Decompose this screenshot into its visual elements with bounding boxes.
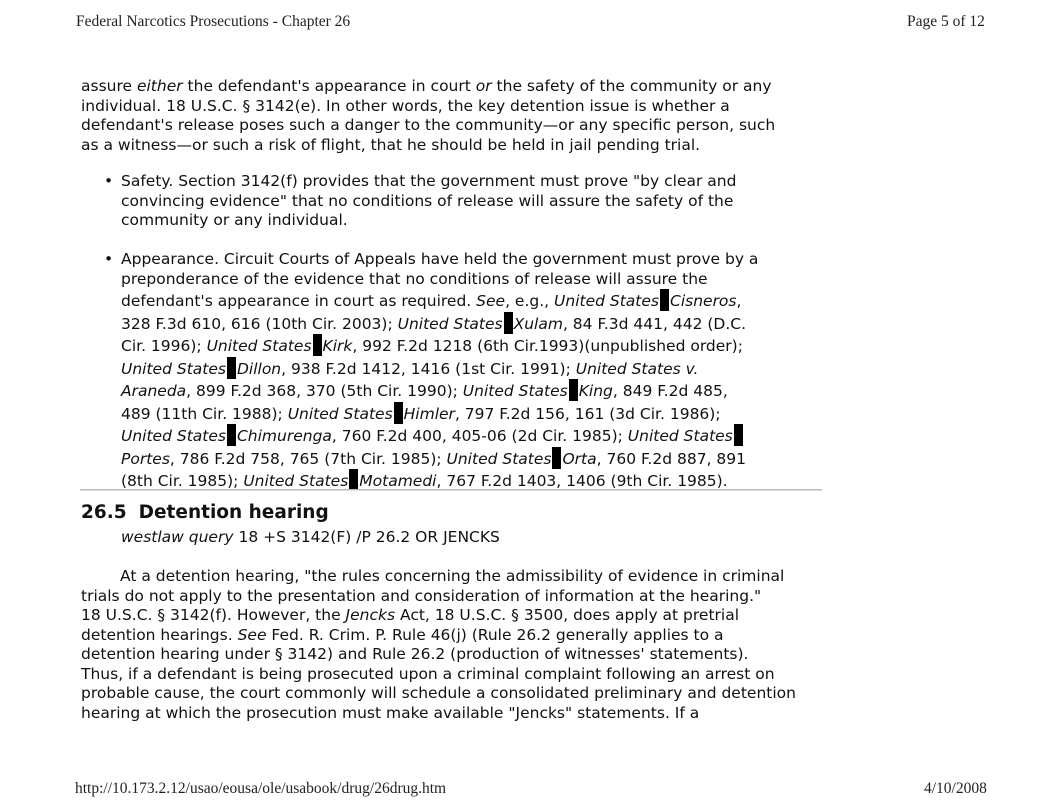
safety-line: community or any individual. bbox=[121, 211, 348, 229]
intro-line: defendant's release poses such a danger to the community—or any specific person, such bbox=[81, 116, 776, 134]
paragraph-text: Fed. R. Crim. P. Rule 46(j) (Rule 26.2 generally applies to a bbox=[266, 625, 724, 644]
query-label: westlaw query bbox=[121, 528, 234, 546]
redaction-mark bbox=[349, 469, 358, 491]
punct: , bbox=[544, 292, 555, 310]
section-heading bbox=[81, 502, 329, 523]
section-divider bbox=[80, 489, 822, 491]
citation-text: , 938 F.2d 1412, 1416 (1st Cir. 1991); bbox=[281, 359, 576, 378]
redaction-mark bbox=[734, 424, 743, 446]
case-name-motamedi: Motamedi bbox=[359, 472, 437, 490]
redaction-mark bbox=[394, 402, 403, 424]
case-name-portes: Portes bbox=[121, 449, 170, 468]
citation-text: , 760 F.2d 887, 891 bbox=[596, 449, 747, 468]
case-party: United States bbox=[121, 427, 226, 445]
case-party: United States bbox=[462, 382, 568, 400]
citation-text: , 84 F.3d 441, 442 (D.C. bbox=[562, 314, 747, 333]
detention-hearing-paragraph bbox=[81, 567, 796, 723]
case-party: United States bbox=[627, 427, 733, 445]
case-party: United States bbox=[243, 472, 349, 490]
case-name-xulam: Xulam bbox=[513, 314, 563, 333]
safety-line: convincing evidence" that no conditions of release will assure the safety of the bbox=[121, 191, 734, 210]
case-name-himler: Himler bbox=[403, 404, 455, 423]
section-title: Detention hearing bbox=[138, 502, 329, 523]
citation-text: Cir. 1996); bbox=[121, 337, 207, 355]
punct: , bbox=[736, 292, 742, 310]
citation-text: , 797 F.2d 156, 161 (3d Cir. 1986); bbox=[454, 404, 721, 423]
redaction-mark bbox=[227, 357, 236, 379]
case-name-dillon: Dillon bbox=[236, 359, 282, 378]
intro-line: as a witness—or such a risk of flight, that he should be held in jail pending trial. bbox=[81, 135, 701, 154]
case-party: United States bbox=[446, 449, 552, 468]
case-name-chimurenga: Chimurenga bbox=[236, 427, 332, 445]
paragraph-line: probable cause, the court commonly will schedule a consolidated preliminary and detention bbox=[81, 684, 796, 702]
redaction-mark bbox=[227, 424, 236, 446]
case-name-orta: Orta bbox=[562, 449, 597, 468]
safety-line: Safety. Section 3142(f) provides that the government must prove "by clear and bbox=[121, 172, 737, 190]
redaction-mark bbox=[504, 312, 513, 334]
list-item-safety bbox=[97, 172, 758, 231]
citation-text: , 767 F.2d 1403, 1406 (9th Cir. 1985). bbox=[436, 472, 728, 490]
paragraph-line: trials do not apply to the presentation and consideration of information at the hearing." bbox=[81, 586, 762, 605]
paragraph-text: 18 U.S.C. § 3142(f). However, the bbox=[81, 606, 346, 624]
citation-text: , 849 F.2d 485, bbox=[612, 382, 728, 400]
signal-see: See bbox=[237, 625, 267, 644]
case-party: United States v. bbox=[575, 359, 699, 378]
act-name-jencks: Jencks bbox=[345, 606, 396, 624]
case-party: United States bbox=[206, 337, 312, 355]
case-name-king: King bbox=[578, 382, 613, 400]
redaction-mark bbox=[313, 334, 322, 356]
citation-text: (8th Cir. 1985); bbox=[121, 472, 244, 490]
citation-text: , 760 F.2d 400, 405-06 (2d Cir. 1985); bbox=[331, 427, 628, 445]
intro-text: the defendant's appearance in court bbox=[182, 77, 476, 95]
citation-text: , 992 F.2d 1218 (6th Cir.1993)(unpublished order); bbox=[352, 337, 743, 355]
appearance-text: defendant's appearance in court as required. bbox=[121, 292, 477, 310]
intro-emphasis-either: either bbox=[136, 77, 183, 95]
signal-see: See bbox=[476, 292, 506, 310]
citation-text: 489 (11th Cir. 1988); bbox=[121, 404, 288, 423]
paragraph-text: detention hearings. bbox=[81, 625, 238, 644]
print-date: 4/10/2008 bbox=[924, 780, 987, 797]
section-number: 26.5 bbox=[81, 502, 127, 523]
redaction-mark bbox=[660, 289, 669, 311]
intro-text: assure bbox=[81, 77, 137, 95]
standards-list bbox=[97, 172, 758, 492]
case-name-cisneros: Cisneros bbox=[670, 292, 737, 310]
intro-paragraph bbox=[81, 77, 775, 155]
redaction-mark bbox=[552, 447, 561, 469]
case-name-kirk: Kirk bbox=[322, 337, 353, 355]
case-name-araneda: Araneda bbox=[121, 382, 187, 400]
case-party: United States bbox=[287, 404, 393, 423]
paragraph-line: Thus, if a defendant is being prosecuted upon a criminal complaint following an arrest on bbox=[81, 664, 775, 683]
signal-eg: , e.g. bbox=[505, 292, 545, 310]
paragraph-line: At a detention hearing, "the rules concerning the admissibility of evidence in criminal bbox=[120, 567, 785, 585]
query-value: 18 +S 3142(F) /P 26.2 OR JENCKS bbox=[233, 528, 500, 546]
list-item-appearance bbox=[97, 250, 758, 492]
redaction-mark bbox=[569, 379, 578, 401]
intro-line: individual. 18 U.S.C. § 3142(e). In other words, the key detention issue is whether a bbox=[81, 96, 730, 115]
page-number: Page 5 of 12 bbox=[907, 13, 985, 30]
westlaw-query bbox=[121, 528, 500, 548]
paragraph-line: detention hearing under § 3142) and Rule 26.2 (production of witnesses' statements). bbox=[81, 645, 749, 663]
citation-text: 328 F.3d 610, 616 (10th Cir. 2003); bbox=[121, 314, 398, 333]
intro-text: the safety of the community or any bbox=[491, 77, 772, 95]
citation-text: , 899 F.2d 368, 370 (5th Cir. 1990); bbox=[186, 382, 463, 400]
paragraph-text: Act, 18 U.S.C. § 3500, does apply at pretrial bbox=[395, 606, 740, 624]
page-url: http://10.173.2.12/usao/eousa/ole/usabook/drug/26drug.htm bbox=[75, 780, 447, 797]
case-party: United States bbox=[121, 359, 226, 378]
page-header-title: Federal Narcotics Prosecutions - Chapter 26 bbox=[76, 13, 351, 30]
appearance-line: Appearance. Circuit Courts of Appeals have held the government must prove by a bbox=[121, 250, 759, 268]
case-party: United States bbox=[554, 292, 659, 310]
citation-text: , 786 F.2d 758, 765 (7th Cir. 1985); bbox=[169, 449, 447, 468]
appearance-line: preponderance of the evidence that no conditions of release will assure the bbox=[121, 269, 708, 288]
paragraph-line: hearing at which the prosecution must make available "Jencks" statements. If a bbox=[81, 703, 700, 722]
intro-emphasis-or: or bbox=[475, 77, 492, 95]
case-party: United States bbox=[397, 314, 503, 333]
